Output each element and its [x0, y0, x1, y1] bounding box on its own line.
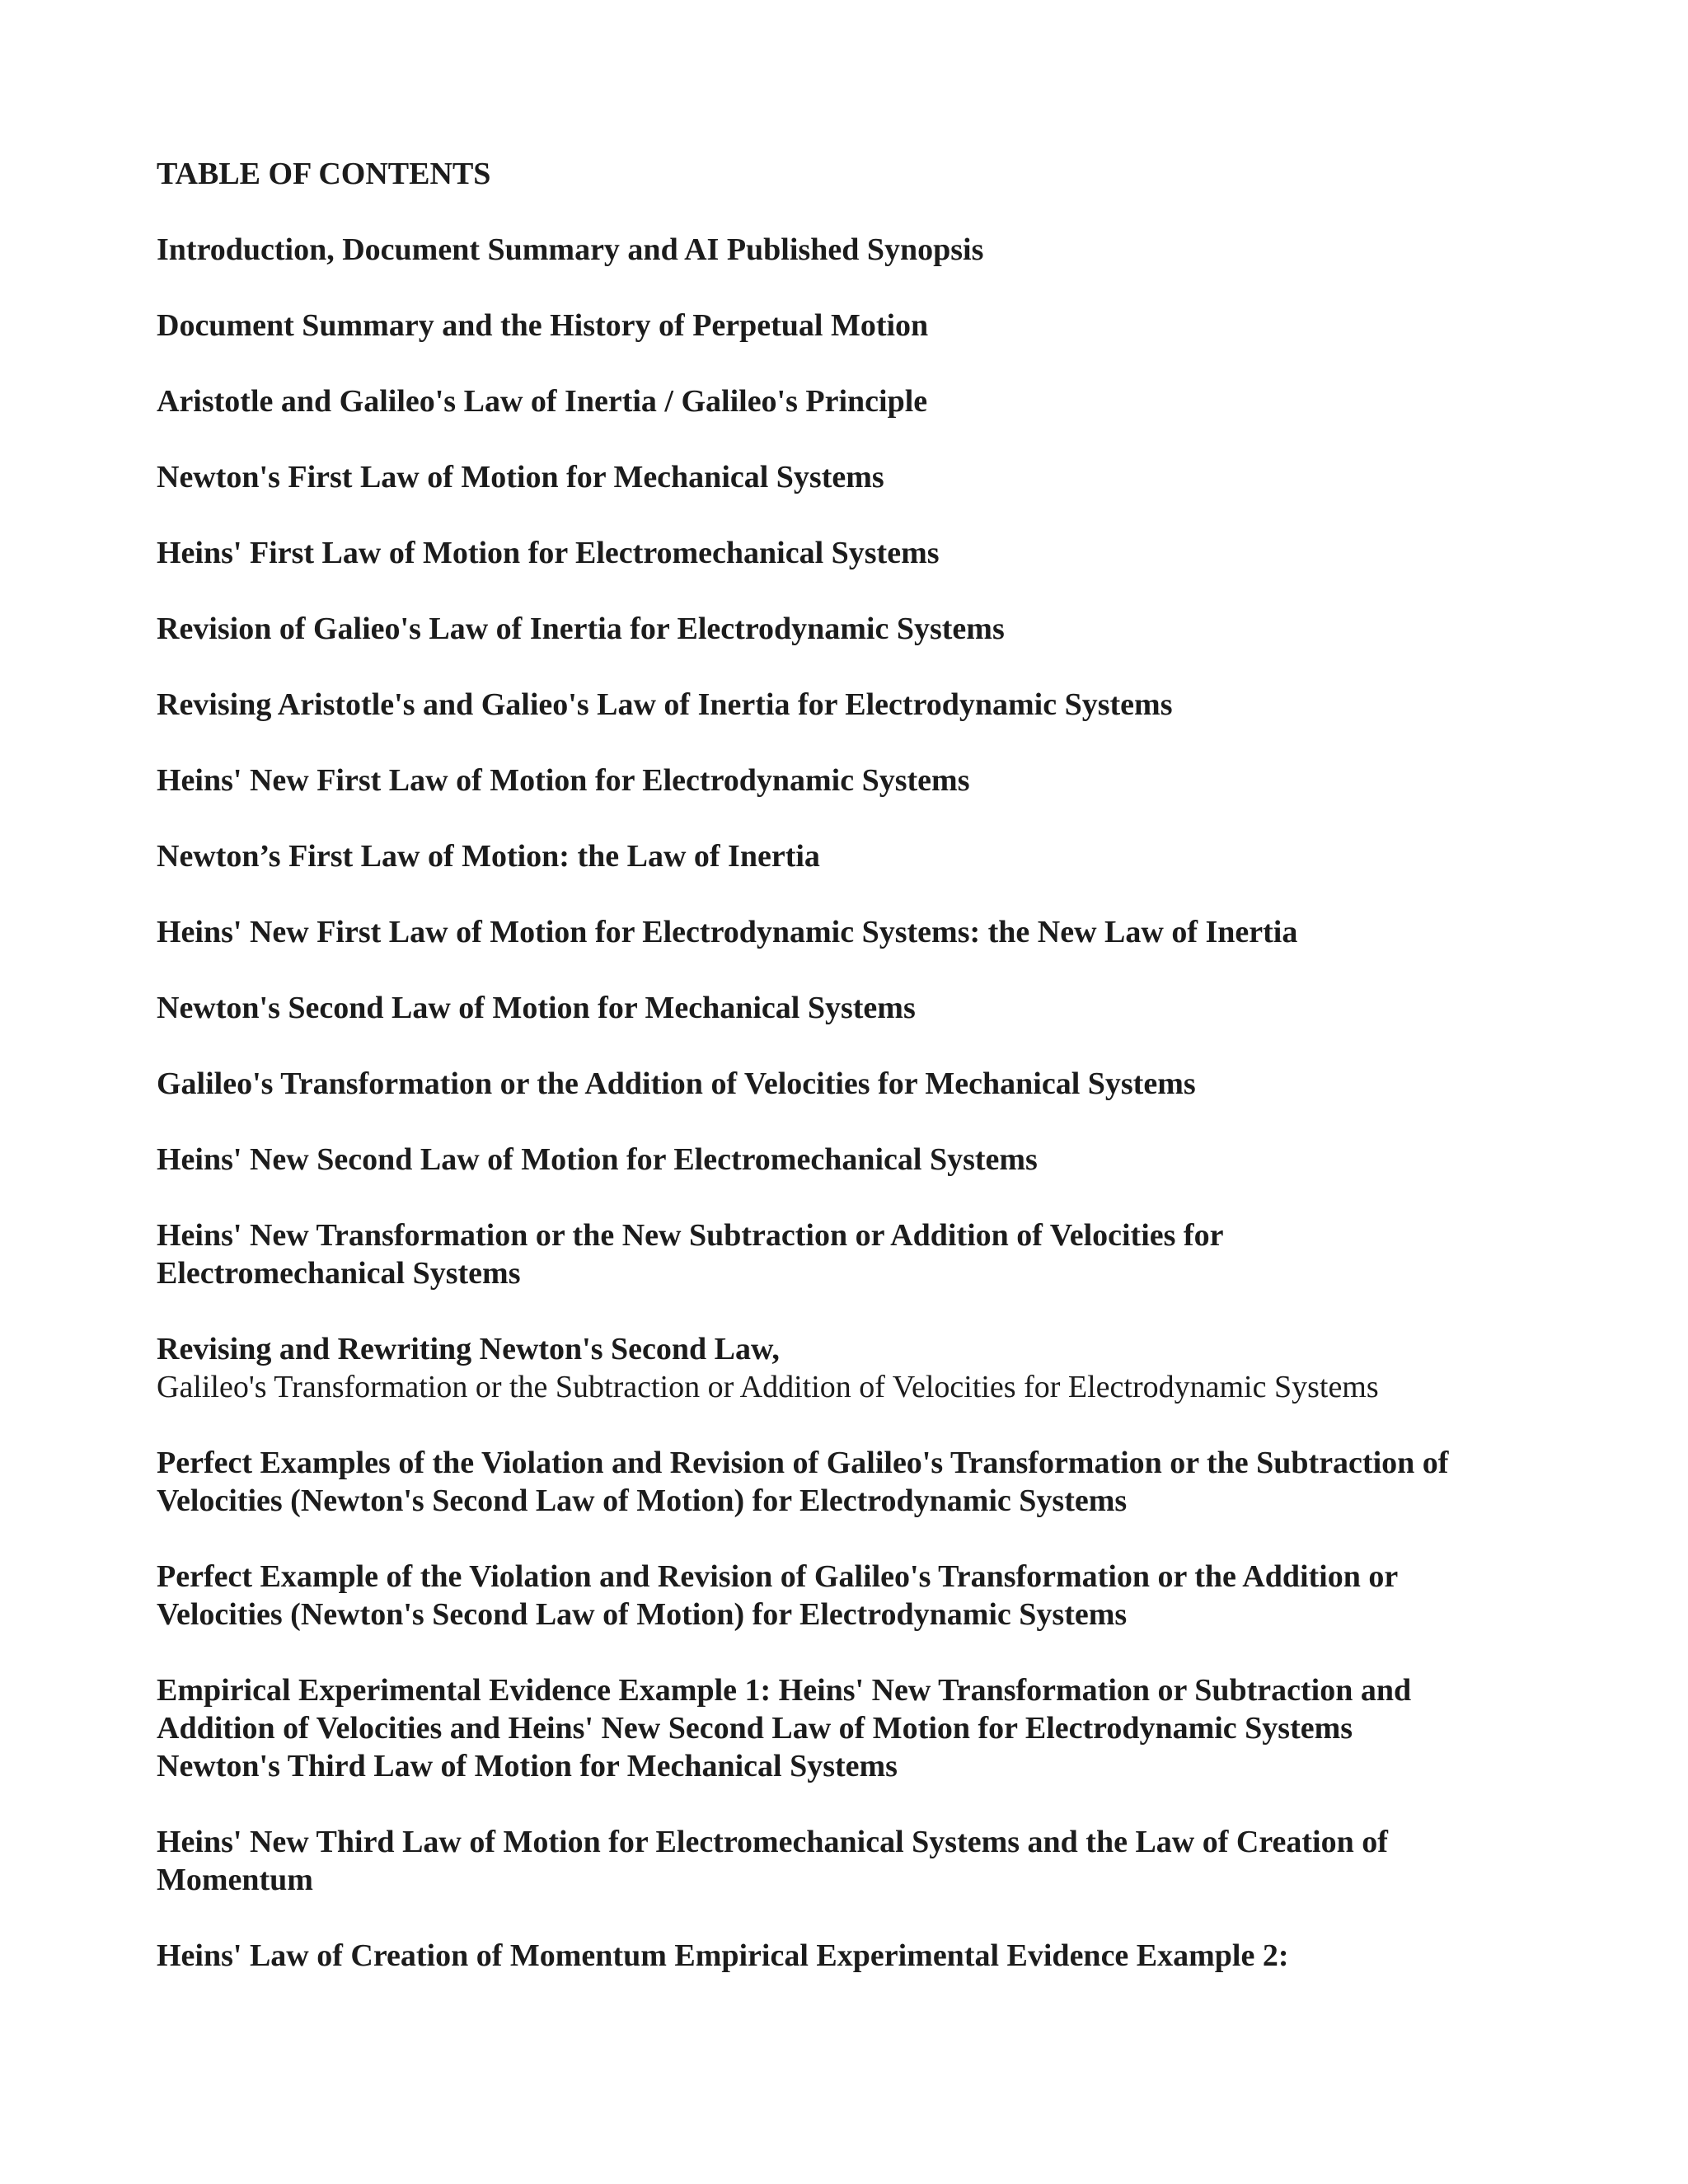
toc-entry — [157, 1558, 1558, 1633]
toc-entry — [157, 382, 1558, 420]
toc-entry-line: Introduction, Document Summary and AI Published Synopsis — [157, 232, 984, 267]
toc-entry-line: Heins' Law of Creation of Momentum Empirical Experimental Evidence Example 2: — [157, 1938, 1289, 1973]
toc-entry — [157, 913, 1558, 951]
toc-entry-line: Aristotle and Galileo's Law of Inertia / Galileo's Principle — [157, 384, 928, 419]
toc-entry-line: Galileo's Transformation or the Addition of Velocities for Mechanical Systems — [157, 1066, 1196, 1101]
toc-entry — [157, 1444, 1558, 1520]
toc-entry — [157, 610, 1558, 648]
toc-entry — [157, 1216, 1558, 1292]
toc-entry-line: Momentum — [157, 1863, 313, 1897]
toc-entry — [157, 762, 1558, 799]
toc-entry — [157, 989, 1558, 1027]
toc-entry-line: Revising Aristotle's and Galieo's Law of Inertia for Electrodynamic Systems — [157, 687, 1173, 722]
toc-entry — [157, 686, 1558, 724]
toc-entry-line: Electromechanical Systems — [157, 1256, 521, 1291]
toc-entry-line: Empirical Experimental Evidence Example 1: Heins' New Transformation or Subtraction and — [157, 1673, 1412, 1708]
toc-entry-line: Heins' New First Law of Motion for Electrodynamic Systems — [157, 763, 970, 798]
toc-entry-line: Heins' New Third Law of Motion for Electromechanical Systems and the Law of Creation of — [157, 1825, 1388, 1859]
toc-entry-line: Galileo's Transformation or the Subtraction or Addition of Velocities for Electrodynamic Systems — [157, 1370, 1379, 1404]
toc-entry — [157, 1823, 1558, 1899]
toc-entry-line: Heins' New First Law of Motion for Electrodynamic Systems: the New Law of Inertia — [157, 915, 1298, 949]
table-of-contents — [157, 155, 1558, 2013]
toc-entry-line: Revising and Rewriting Newton's Second Law, — [157, 1332, 780, 1366]
toc-entry-line: Perfect Example of the Violation and Revision of Galileo's Transformation or the Addition or — [157, 1559, 1399, 1594]
toc-entry — [157, 307, 1558, 344]
toc-entry — [157, 534, 1558, 572]
toc-entry — [157, 1937, 1558, 1975]
toc-entry-line: Newton’s First Law of Motion: the Law of Inertia — [157, 839, 820, 874]
toc-entry-line: Newton's First Law of Motion for Mechanical Systems — [157, 460, 884, 494]
toc-entry — [157, 1065, 1558, 1103]
toc-entry-line: Revision of Galieo's Law of Inertia for Electrodynamic Systems — [157, 612, 1005, 646]
toc-entry-line: Velocities (Newton's Second Law of Motion) for Electrodynamic Systems — [157, 1483, 1128, 1518]
toc-entry-line: Addition of Velocities and Heins' New Second Law of Motion for Electrodynamic Systems — [157, 1711, 1353, 1746]
toc-entry — [157, 1671, 1558, 1785]
toc-entry-line: Newton's Third Law of Motion for Mechanical Systems — [157, 1749, 898, 1783]
toc-entry — [157, 1141, 1558, 1179]
toc-entry-line: Document Summary and the History of Perpetual Motion — [157, 308, 929, 343]
toc-entry — [157, 231, 1558, 269]
toc-entry-line: Newton's Second Law of Motion for Mechanical Systems — [157, 991, 916, 1025]
toc-entry — [157, 458, 1558, 496]
toc-heading: TABLE OF CONTENTS — [157, 157, 491, 191]
toc-entry-line: Heins' New Second Law of Motion for Electromechanical Systems — [157, 1142, 1038, 1177]
toc-entry-line: Perfect Examples of the Violation and Revision of Galileo's Transformation or the Subtraction of — [157, 1446, 1449, 1480]
toc-entry-line: Heins' New Transformation or the New Subtraction or Addition of Velocities for — [157, 1218, 1224, 1253]
toc-entry — [157, 837, 1558, 875]
toc-entry — [157, 1330, 1558, 1406]
toc-entry-line: Heins' First Law of Motion for Electromechanical Systems — [157, 536, 940, 570]
toc-entry-line: Velocities (Newton's Second Law of Motion) for Electrodynamic Systems — [157, 1597, 1128, 1632]
